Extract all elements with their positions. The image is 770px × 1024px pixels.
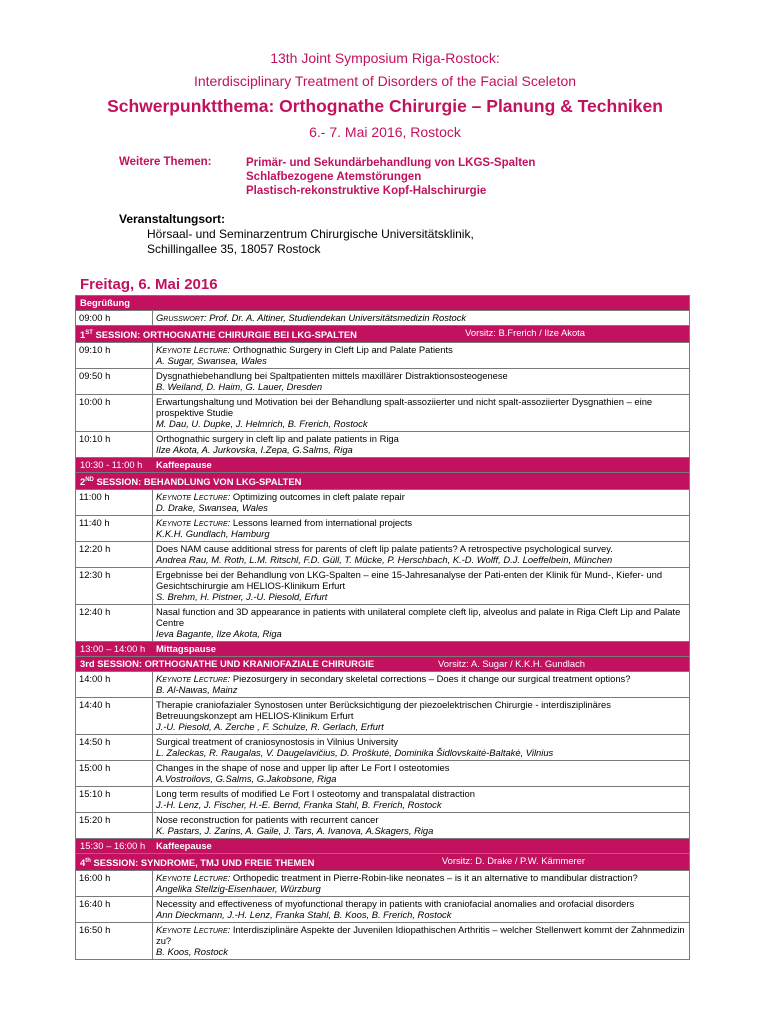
talk-authors: Ann Dieckmann, J.-H. Lenz, Franka Stahl, B. Koos, B. Frerich, Rostock [156,909,452,921]
venue-label: Veranstaltungsort: [119,212,226,226]
talk-title: Ergebnisse bei der Behandlung von LKG-Spalten – eine 15-Jahresanalyse der Pati-enten der Klinik für Mund-, Kiefer- und Gesichtschirurgie am HELIOS-Klinikum Erfurt [156,569,663,592]
session-header [76,326,690,343]
talk-authors: B. Al-Nawas, Mainz [156,684,238,696]
content-cell [153,311,690,326]
content-cell [153,542,690,568]
session-moderators: Vorsitz: A. Sugar / K.K.H. Gundlach [438,658,585,670]
talk-title: Erwartungshaltung und Motivation bei der Behandlung spalt-assoziierter und nicht spalt-assoziierter Dysgnathien – eine prospektive Studie [156,396,653,419]
time-cell: 16:40 h [76,897,153,923]
session-title-text: 3rd SESSION: ORTHOGNATHE UND KRANIOFAZIALE CHIRURGIE [80,658,375,670]
topic-item: Schlafbezogene Atemstörungen [246,171,422,183]
talk-authors: L. Zaleckas, R. Raugalas, V. Daugelavičius, D. Proškutė, Dominika Šidlovskaitė-Baltakė, Vilnius [156,747,554,759]
table-row [76,698,690,735]
time-cell: 09:10 h [76,343,153,369]
session-header [76,473,690,490]
break-time: 10:30 - 11:00 h [80,459,143,471]
keynote-label: Keynote Lecture: [156,673,231,685]
time-cell: 10:10 h [76,432,153,458]
break-bar [76,642,690,657]
session-title [80,658,374,670]
time-cell: 12:40 h [76,605,153,642]
talk-authors: Ieva Bagante, Ilze Akota, Riga [156,628,282,640]
table-row [76,369,690,395]
table-row [76,432,690,458]
day-title: Freitag, 6. Mai 2016 [80,276,218,293]
session-number-suffix: ND [85,477,94,484]
content-cell [153,787,690,813]
content-cell [153,432,690,458]
talk-authors: A. Sugar, Swansea, Wales [156,355,267,367]
keynote-label: Keynote Lecture: [156,872,231,884]
talk-authors: Andrea Rau, M. Roth, L.M. Ritschl, F.D. Güll, T. Mücke, P. Herschbach, K.-D. Wolff, D.J. Loeffelbein, München [156,554,613,566]
time-cell: 09:50 h [76,369,153,395]
talk-authors: Ilze Akota, A. Jurkovska, I.Zepa, G.Salms, Riga [156,444,353,456]
content-cell [153,490,690,516]
date-location: 6.- 7. Mai 2016, Rostock [309,124,461,140]
talk-title: Nose reconstruction for patients with recurrent cancer [156,814,379,826]
content-cell [153,761,690,787]
content-cell [153,698,690,735]
keyword-label: Grusswort: [156,312,207,323]
venue-block [119,212,474,257]
venue-line-2: Schillingallee 35, 18057 Rostock [147,242,321,256]
welcome-bar [76,296,690,311]
talk-title: Nasal function and 3D appearance in patients with unilateral complete cleft lip, alveolus and palate in Riga Cleft Lip and Palate Centre [156,606,681,629]
time-cell: 14:50 h [76,735,153,761]
talk-title: Surgical treatment of craniosynostosis in Vilnius University [156,736,399,748]
table-row [76,516,690,542]
talk-authors: Angelika Stellzig-Eisenhauer, Würzburg [156,883,321,895]
table-row [76,568,690,605]
table-row [76,605,690,642]
talk-title: Optimizing outcomes in cleft palate repair [232,491,405,503]
break-bar [76,458,690,473]
session-number: 4 [80,857,86,869]
talk-authors: B. Koos, Rostock [156,946,228,958]
content-cell [153,395,690,432]
session-number-suffix: th [85,858,91,865]
time-cell: 15:20 h [76,813,153,839]
table-row [76,897,690,923]
content-cell [153,923,690,960]
table-row [76,761,690,787]
table-row [76,871,690,897]
talk-title: Long term results of modified Le Fort I osteotomy and transpalatal distraction [156,788,475,800]
session-header [76,854,690,871]
content-cell [153,343,690,369]
time-cell: 16:00 h [76,871,153,897]
page-title: Schwerpunktthema: Orthognathe Chirurgie – Planung & Techniken [107,96,663,116]
session-title [80,327,357,341]
talk-title: Orthognathic surgery in cleft lip and palate patients in Riga [156,433,399,445]
time-cell: 11:00 h [76,490,153,516]
break-time: 13:00 – 14:00 h [80,643,146,655]
talk-authors: J.-U. Piesold, A. Zerche , F. Schulze, R. Gerlach, Erfurt [156,721,384,733]
talk-title: Does NAM cause additional stress for parents of cleft lip palate patients? A retrospective psychological survey. [156,543,613,555]
table-row [76,923,690,960]
session-title [80,474,301,488]
time-cell: 09:00 h [76,311,153,326]
talk-title: Dysgnathiebehandlung bei Spaltpatienten mittels maxillärer Distraktionsosteogenese [156,370,508,382]
session-title-text: SESSION: ORTHOGNATHE CHIRURGIE BEI LKG-SPALTEN [92,329,357,341]
break-bar [76,839,690,854]
content-cell [153,871,690,897]
time-cell: 15:10 h [76,787,153,813]
time-cell: 14:40 h [76,698,153,735]
keynote-label: Keynote Lecture: [156,344,231,356]
table-row [76,311,690,326]
time-cell: 15:00 h [76,761,153,787]
topic-item: Plastisch-rekonstruktive Kopf-Halschirurgie [246,185,487,197]
talk-title: Orthopedic treatment in Pierre-Robin-like neonates – is it an alternative to mandibular distraction? [232,872,638,884]
content-cell [153,568,690,605]
further-topics-list [246,156,666,198]
time-cell: 11:40 h [76,516,153,542]
session-header [76,657,690,672]
talk-title: Therapie craniofazialer Synostosen unter Berücksichtigung der piezoelektrischen Chirurgie - interdisziplinäres Betreuungskonzept am HELIOS-Klinikum Erfurt [156,699,611,722]
content-cell [153,369,690,395]
time-cell: 12:20 h [76,542,153,568]
table-row [76,787,690,813]
break-label: Kaffeepause [156,840,212,852]
session-moderators: Vorsitz: B.Frerich / Ilze Akota [465,327,585,338]
topic-item: Primär- und Sekundärbehandlung von LKGS-Spalten [246,157,536,169]
content-cell [153,813,690,839]
break-label: Mittagspause [156,643,216,655]
table-row [76,672,690,698]
talk-authors: B. Weiland, D. Haim, G. Lauer, Dresden [156,381,323,393]
table-row [76,343,690,369]
content-cell [153,516,690,542]
table-row [76,490,690,516]
further-topics-label: Weitere Themen: [119,156,212,168]
talk-title: Changes in the shape of nose and upper lip after Le Fort I osteotomies [156,762,450,774]
session-number-suffix: ST [85,330,93,336]
talk-title: Necessity and effectiveness of myofunctional therapy in patients with craniofacial anomalies and orofacial disorders [156,898,635,910]
time-cell: 12:30 h [76,568,153,605]
keynote-label: Keynote Lecture: [156,491,231,503]
talk-authors: D. Drake, Swansea, Wales [156,502,268,514]
session-number: 2 [80,476,86,488]
content-cell [153,672,690,698]
talk-title: Interdisziplinäre Aspekte der Juvenilen Idiopathischen Arthritis – welcher Stellenwert kommt der Zahnmedizin zu? [156,924,685,947]
session-title-text: SESSION: BEHANDLUNG VON LKG-SPALTEN [93,476,302,488]
talk-authors: K.K.H. Gundlach, Hamburg [156,528,270,540]
content-cell [153,735,690,761]
content-cell [153,897,690,923]
talk-authors: K. Pastars, J. Zarins, A. Gaile, J. Tars, A. Ivanova, A.Skagers, Riga [156,825,434,837]
talk-authors: M. Dau, U. Dupke, J. Helmrich, B. Frerich, Rostock [156,418,368,430]
talk-title: Orthognathic Surgery in Cleft Lip and Palate Patients [232,344,453,356]
break-label: Kaffeepause [156,459,212,471]
time-cell: 14:00 h [76,672,153,698]
talk-title: Piezosurgery in secondary skeletal corrections – Does it change our surgical treatment options? [232,673,631,685]
welcome-text: Prof. Dr. A. Altiner, Studiendekan Universitätsmedizin Rostock [209,312,467,323]
talk-title: Lessons learned from international projects [232,517,413,529]
content-cell [153,605,690,642]
keynote-label: Keynote Lecture: [156,517,231,529]
header-line-1: 13th Joint Symposium Riga-Rostock: [270,50,500,66]
session-title [80,855,314,869]
program-table [75,295,690,960]
table-row [76,735,690,761]
venue-line-1: Hörsaal- und Seminarzentrum Chirurgische Universitätsklinik, [147,227,474,241]
time-cell: 16:50 h [76,923,153,960]
welcome-label: Begrüßung [80,297,130,308]
session-title-text: SESSION: SYNDROME, TMJ UND FREIE THEMEN [90,857,315,869]
session-number: 1 [80,329,86,341]
time-cell: 10:00 h [76,395,153,432]
talk-authors: J.-H. Lenz, J. Fischer, H.-E. Bernd, Franka Stahl, B. Frerich, Rostock [156,799,442,811]
break-time: 15:30 – 16:00 h [80,840,146,852]
table-row [76,395,690,432]
table-row [76,542,690,568]
talk-authors: S. Brehm, H. Pistner, J.-U. Piesold, Erfurt [156,591,328,603]
talk-authors: A.Vostroilovs, G.Salms, G.Jakobsone, Riga [156,773,337,785]
header-line-2: Interdisciplinary Treatment of Disorders of the Facial Sceleton [193,73,577,89]
session-moderators: Vorsitz: D. Drake / P.W. Kämmerer [441,855,585,867]
keynote-label: Keynote Lecture: [156,924,231,936]
table-row [76,813,690,839]
